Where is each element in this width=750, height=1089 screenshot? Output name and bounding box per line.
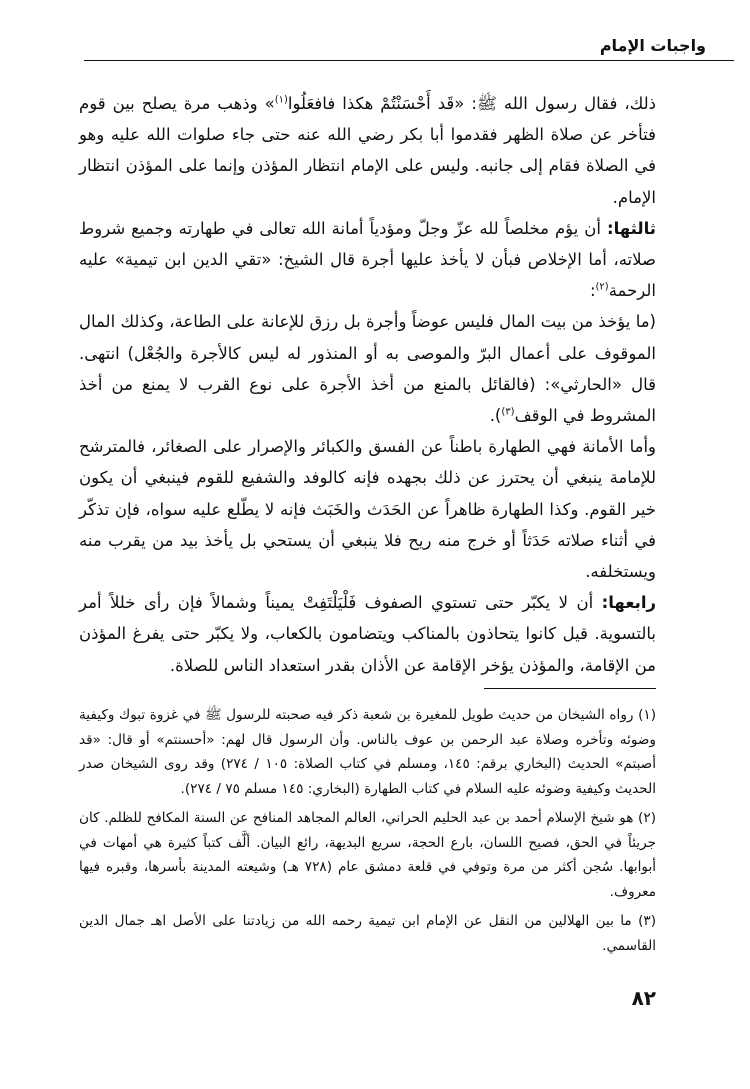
footnotes — [79, 703, 656, 963]
body-text — [79, 88, 656, 681]
footnote-ref-2: (٢) — [595, 281, 609, 293]
paragraph-1-rest: » وذهب مرة يصلح بين قوم فتأخر عن صلاة الظهر فقدموا أبا بكر رضي الله عنه حتى جاء صلوات الله عليه وهو في الصلاة فقام إلى جانبه. وليس على الإمام انتظار المؤذن وإنما على المؤذن انتظار الإمام. — [79, 94, 656, 207]
paragraph-2-end: : — [589, 281, 596, 301]
paragraph-5 — [79, 587, 656, 681]
paragraph-3-text: (ما يؤخذ من بيت المال فليس عوضاً وأجرة بل رزق للإعانة على الطاعة، وكذلك المال الموقوف على أعمال البرّ والموصى به أو المنذور له ليس كالأجرة والجُعْل) انتهى. قال «الحارثي»: (فالقائل بالمنع من أخذ الأجرة على نوع القرب لا يمنع من أخذ المشروط في الوقف — [79, 312, 656, 426]
paragraph-3-end: ). — [489, 406, 502, 426]
footnote-ref-3: (٣) — [501, 406, 515, 418]
page-number: ٨٢ — [631, 986, 656, 1010]
paragraph-1-text: ذلك، فقال رسول الله ﷺ: «قَد أَحْسَنْتُمْ هكذا فافعَلُوا — [287, 94, 656, 113]
footnote-1: (١) رواه الشيخان من حديث طويل للمغيرة بن شعبة ذكر فيه صحبته للرسول ﷺ في غزوة تبوك وكيفية وضوئه وتأخره وصلاة عبد الرحمن بن عوف بالناس. وأن الرسول قال لهم: «أحسنتم» أو قال: «قد أصبتم» الحديث (البخاري برقم: ١٤٥، ومسلم في كتاب الصلاة: ١٠٥ / ٢٧٤) وقد روى الشيخان صدر الحديث وكيفية وضوئه عليه السلام في كتاب الطهارة (البخاري: ١٤٥ مسلم ٧٥ / ٢٧٤). — [79, 707, 656, 797]
footnote-rule — [484, 688, 656, 689]
paragraph-1 — [79, 88, 656, 213]
footnote-3: (٣) ما بين الهلالين من النقل عن الإمام ابن تيمية رحمه الله من زيادتنا على الأصل اهـ جمال الدين القاسمي. — [79, 913, 656, 954]
paragraph-4: وأما الأمانة فهي الطهارة باطناً عن الفسق والكبائر والإصرار على الصغائر، فالمترشح للإمامة ينبغي أن يحترز عن ذلك بجهده فإنه كالوفد والشفيع للقوم فينبغي أن يكون خير القوم. وكذا الطهارة ظاهراً عن الحَدَث والخَبَث فإنه لا يطّلع عليه سواه، فإن تذكّر في أثناء صلاته حَدَثاً أو خرج منه ريح فلا ينبغي أن يستحي بل يأخذ بيد من يقرب منه ويستخلفه. — [79, 437, 656, 582]
paragraph-2 — [79, 213, 656, 307]
header-rule — [84, 60, 734, 61]
footnote-2: (٢) هو شيخ الإسلام أحمد بن عبد الحليم الحراني، العالم المجاهد المنافح عن السنة المكافح للظلم. كان جريئاً في الحق، فصيح اللسان، بارع الحجة، سريع البديهة، رائع البيان. ألَّف كتباً كثيرة هي أمهات في أبوابها. سُجن أكثر من مرة وتوفي في قلعة دمشق عام (٧٢٨ هـ) وشيعته المدينة بأسرها، وقبره فيها معروف. — [79, 810, 657, 900]
paragraph-3 — [79, 306, 656, 431]
paragraph-5-lead: رابعها: — [601, 593, 656, 613]
paragraph-2-text: أن يؤم مخلصاً لله عزّ وجلّ ومؤدياً أمانة الله تعالى في طهارته وجميع شروط صلاته، أما الإخلاص فبأن لا يأخذ عليها أجرة قال الشيخ: «تقي الدين ابن تيمية» عليه الرحمة — [79, 218, 656, 301]
running-header: واجبات الإمام — [599, 36, 706, 55]
paragraph-2-lead: ثالثها: — [606, 218, 656, 238]
footnote-ref-1: (١) — [274, 94, 288, 106]
paragraph-5-text: أن لا يكبّر حتى تستوي الصفوف فَلْيَلْتَفِتْ يميناً وشمالاً فإن رأى خللاً أمر بالتسوية. قيل كانوا يتحاذون بالمناكب ويتضامون بالكعاب، ولا يكبّر حتى يفرغ المؤذن من الإقامة، والمؤذن يؤخر الإقامة عن الأذان بقدر استعداد الناس للصلاة. — [79, 593, 656, 675]
